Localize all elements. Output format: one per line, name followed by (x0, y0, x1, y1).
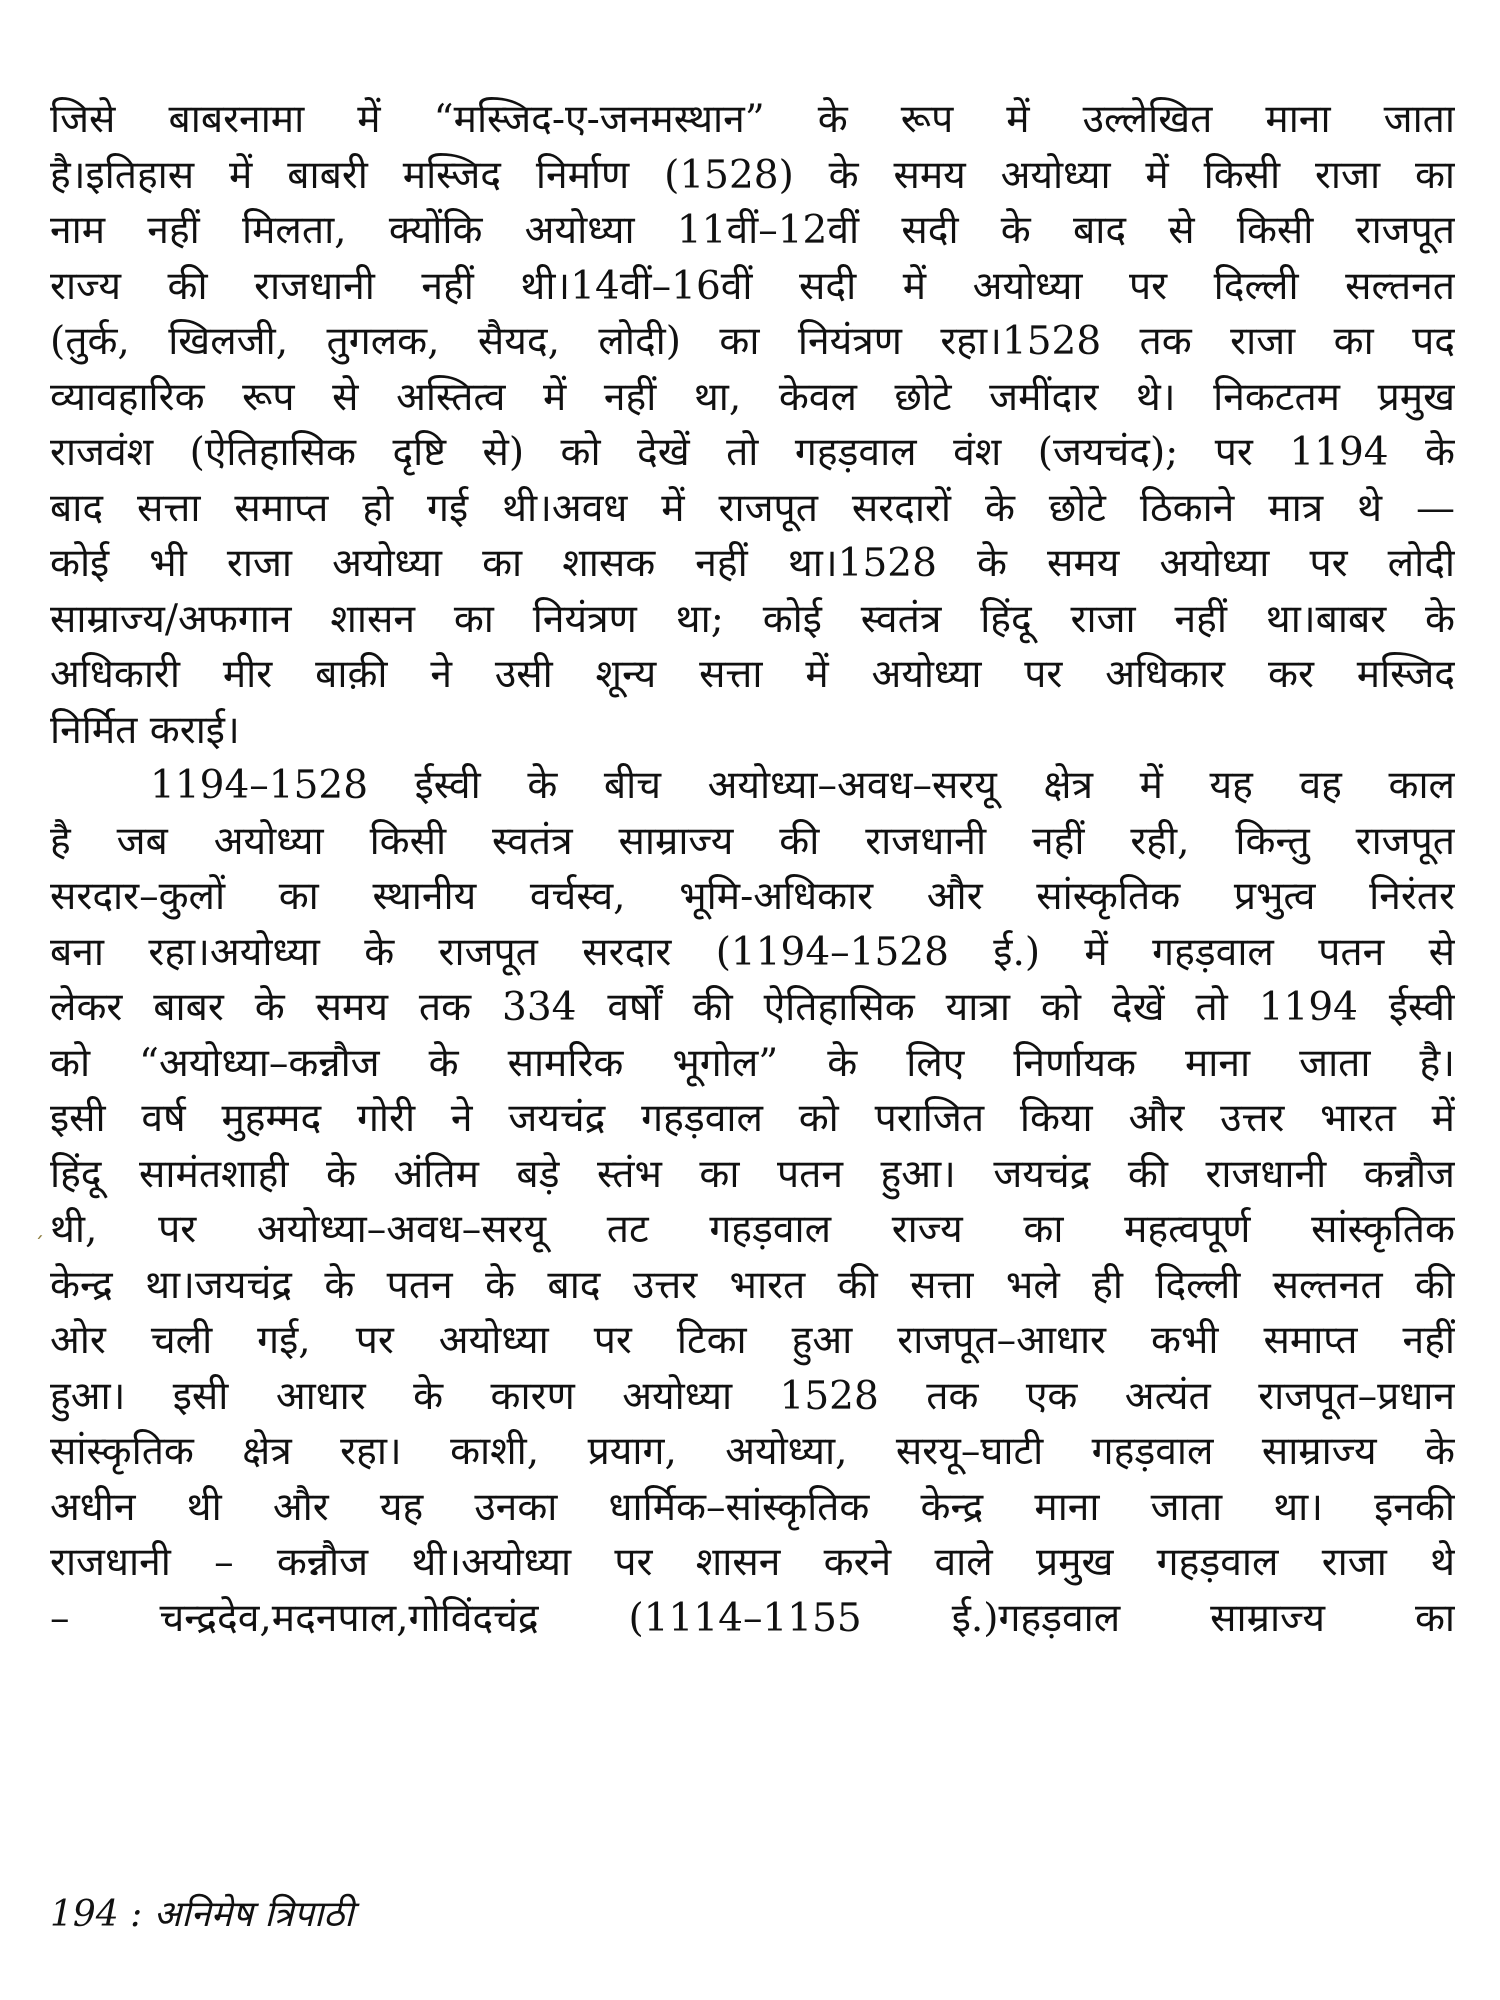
text-line: राज्य की राजधानी नहीं थी।14वीं–16वीं सदी में अयोध्या पर दिल्ली सल्तनत (50, 263, 1455, 309)
text-line: 1194–1528 ईस्वी के बीच अयोध्या–अवध–सरयू क्षेत्र में यह वह काल (150, 763, 1455, 808)
text-line: लेकर बाबर के समय तक 334 वर्षों की ऐतिहासिक यात्रा को देखें तो 1194 ईस्वी (50, 985, 1455, 1030)
text-line: इसी वर्ष मुहम्मद गोरी ने जयचंद्र गहड़वाल को पराजित किया और उत्तर भारत में (50, 1096, 1455, 1141)
page-body (50, 92, 1455, 1646)
text-line: अधीन थी और यह उनका धार्मिक–सांस्कृतिक केन्द्र माना जाता था। इनकी (50, 1484, 1455, 1530)
text-line: जिसे बाबरनामा में “मस्जिद-ए-जनमस्थान” के रूप में उल्लेखित माना जाता (50, 97, 1455, 142)
text-line: निर्मित कराई। (50, 707, 240, 753)
margin-tick-mark: ˏ (34, 1215, 44, 1239)
text-line: नाम नहीं मिलता, क्योंकि अयोध्या 11वीं–12वीं सदी के बाद से किसी राजपूत (50, 208, 1455, 253)
text-line: ओर चली गई, पर अयोध्या पर टिका हुआ राजपूत–आधार कभी समाप्त नहीं (50, 1318, 1455, 1363)
text-line: साम्राज्य/अफगान शासन का नियंत्रण था; कोई स्वतंत्र हिंदू राजा नहीं था।बाबर के (50, 596, 1455, 642)
text-line: व्यावहारिक रूप से अस्तित्व में नहीं था, केवल छोटे जमींदार थे। निकटतम प्रमुख (50, 374, 1455, 420)
text-line: है जब अयोध्या किसी स्वतंत्र साम्राज्य की राजधानी नहीं रही, किन्तु राजपूत (50, 818, 1455, 864)
footer-separator: : (130, 1894, 143, 1935)
text-line: है।इतिहास में बाबरी मस्जिद निर्माण (1528) के समय अयोध्या में किसी राजा का (50, 152, 1455, 198)
text-line: बना रहा।अयोध्या के राजपूत सरदार (1194–1528 ई.) में गहड़वाल पतन से (50, 929, 1455, 975)
page-number: 194 (50, 1894, 119, 1935)
text-line: (तुर्क, खिलजी, तुगलक, सैयद, लोदी) का नियंत्रण रहा।1528 तक राजा का पद (50, 319, 1455, 364)
text-line: हिंदू सामंतशाही के अंतिम बड़े स्तंभ का पतन हुआ। जयचंद्र की राजधानी कन्नौज (50, 1151, 1455, 1197)
text-line: राजधानी – कन्नौज थी।अयोध्या पर शासन करने वाले प्रमुख गहड़वाल राजा थे (50, 1540, 1455, 1585)
text-line: को “अयोध्या–कन्नौज के सामरिक भूगोल” के लिए निर्णायक माना जाता है। (50, 1040, 1455, 1086)
footer-author: अनिमेष त्रिपाठी (153, 1894, 354, 1935)
paragraph-2 (50, 758, 1455, 1646)
text-line: अधिकारी मीर बाक़ी ने उसी शून्य सत्ता में अयोध्या पर अधिकार कर मस्जिद (50, 652, 1455, 697)
text-line: बाद सत्ता समाप्त हो गई थी।अवध में राजपूत सरदारों के छोटे ठिकाने मात्र थे — (50, 485, 1455, 531)
text-line: सरदार–कुलों का स्थानीय वर्चस्व, भूमि-अधिकार और सांस्कृतिक प्रभुत्व निरंतर (50, 874, 1455, 919)
text-line: थी, पर अयोध्या–अवध–सरयू तट गहड़वाल राज्य का महत्वपूर्ण सांस्कृतिक (50, 1207, 1455, 1252)
page-footer (50, 1893, 354, 1937)
text-line: – चन्द्रदेव,मदनपाल,गोविंदचंद्र (1114–1155 ई.)गहड़वाल साम्राज्य का (50, 1595, 1455, 1641)
text-line: कोई भी राजा अयोध्या का शासक नहीं था।1528 के समय अयोध्या पर लोदी (50, 541, 1455, 586)
text-line: राजवंश (ऐतिहासिक दृष्टि से) को देखें तो गहड़वाल वंश (जयचंद); पर 1194 के (50, 430, 1455, 475)
text-line: सांस्कृतिक क्षेत्र रहा। काशी, प्रयाग, अयोध्या, सरयू–घाटी गहड़वाल साम्राज्य के (50, 1429, 1455, 1474)
text-line: केन्द्र था।जयचंद्र के पतन के बाद उत्तर भारत की सत्ता भले ही दिल्ली सल्तनत की (50, 1262, 1455, 1308)
text-line: हुआ। इसी आधार के कारण अयोध्या 1528 तक एक अत्यंत राजपूत–प्रधान (50, 1373, 1455, 1419)
paragraph-1 (50, 92, 1455, 758)
